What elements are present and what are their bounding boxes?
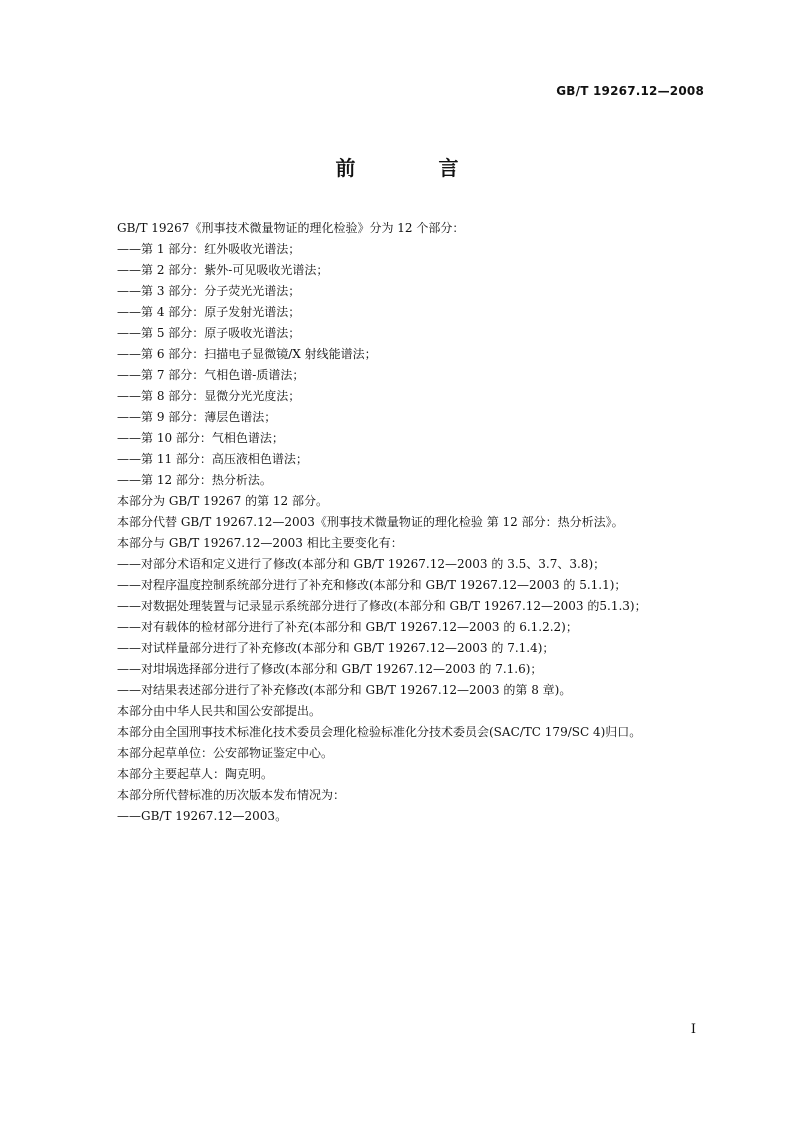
paragraph: 本部分由全国刑事技术标准化技术委员会理化检验标准化分技术委员会(SAC/TC 179/SC 4)归口。 — [117, 725, 642, 739]
list-item: ——对坩埚选择部分进行了修改(本部分和 GB/T 19267.12—2003 的 7.1.6)； — [117, 662, 543, 676]
paragraph: 本部分所代替标准的历次版本发布情况为： — [117, 788, 346, 802]
list-item: ——对数据处理装置与记录显示系统部分进行了修改(本部分和 GB/T 19267.12—2003 的5.1.3)； — [117, 599, 647, 613]
list-item: ——对部分术语和定义进行了修改(本部分和 GB/T 19267.12—2003 的 3.5、3.7、3.8)； — [117, 557, 606, 571]
list-item: ——第 4 部分：原子发射光谱法； — [117, 305, 301, 319]
paragraph: 本部分起草单位：公安部物证鉴定中心。 — [117, 746, 334, 760]
list-item: ——第 11 部分：高压液相色谱法； — [117, 452, 308, 466]
page-number: I — [690, 1022, 696, 1037]
list-item: ——对试样量部分进行了补充修改(本部分和 GB/T 19267.12—2003 的 7.1.4)； — [117, 641, 555, 655]
page-title: 前 言 — [335, 156, 497, 180]
paragraph: 本部分由中华人民共和国公安部提出。 — [117, 704, 322, 718]
list-item: ——第 10 部分：气相色谱法； — [117, 431, 284, 445]
standard-number: GB/T 19267.12—2008 — [556, 84, 704, 98]
list-item: ——对结果表述部分进行了补充修改(本部分和 GB/T 19267.12—2003 的第 8 章)。 — [117, 683, 572, 697]
foreword-body — [90, 218, 710, 827]
paragraph: GB/T 19267《刑事技术微量物证的理化检验》分为 12 个部分： — [117, 221, 465, 235]
list-item: ——第 9 部分：薄层色谱法； — [117, 410, 277, 424]
list-item: ——第 1 部分：红外吸收光谱法； — [117, 242, 301, 256]
list-item: ——第 5 部分：原子吸收光谱法； — [117, 326, 301, 340]
list-item: ——第 6 部分：扫描电子显微镜/X 射线能谱法； — [117, 347, 377, 361]
list-item: ——第 8 部分：显微分光光度法； — [117, 389, 301, 403]
list-item: ——第 3 部分：分子荧光光谱法； — [117, 284, 301, 298]
paragraph: 本部分代替 GB/T 19267.12—2003《刑事技术微量物证的理化检验 第 12 部分：热分析法》。 — [117, 515, 624, 529]
list-item: ——GB/T 19267.12—2003。 — [117, 809, 288, 823]
paragraph: 本部分与 GB/T 19267.12—2003 相比主要变化有： — [117, 536, 403, 550]
list-item: ——对有载体的检材部分进行了补充(本部分和 GB/T 19267.12—2003 的 6.1.2.2)； — [117, 620, 578, 634]
paragraph: 本部分主要起草人：陶克明。 — [117, 767, 274, 781]
list-item: ——第 12 部分：热分析法。 — [117, 473, 272, 487]
paragraph: 本部分为 GB/T 19267 的第 12 部分。 — [117, 494, 328, 508]
list-item: ——对程序温度控制系统部分进行了补充和修改(本部分和 GB/T 19267.12—2003 的 5.1.1)； — [117, 578, 627, 592]
list-item: ——第 7 部分：气相色谱-质谱法； — [117, 368, 305, 382]
list-item: ——第 2 部分：紫外-可见吸收光谱法； — [117, 263, 329, 277]
